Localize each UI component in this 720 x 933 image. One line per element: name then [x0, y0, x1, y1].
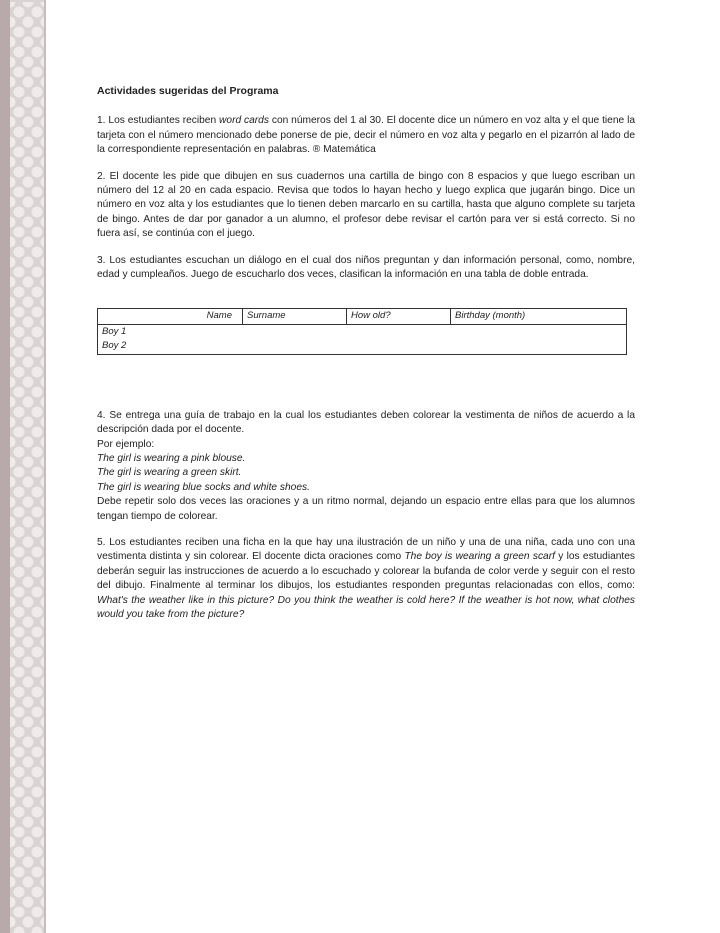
table-header-row	[98, 309, 627, 324]
notebook-binding	[0, 0, 46, 933]
activity-5-text-b: y los estudiantes deberán seguir las instrucciones de acuerdo a lo escuchado y colorear la bufanda de color verde y seguir con el resto del dibujo. Finalmente al terminar los dibujos, los estudiantes responden preguntas relacionadas con ellos, como:	[97, 551, 636, 592]
activity-4-closing: Debe repetir solo dos veces las oraciones y a un ritmo normal, dejando un espacio entre ellas para que los alumnos tengan tiempo de colorear.	[97, 496, 635, 522]
page-title: Actividades sugeridas del Programa	[97, 85, 279, 97]
table-row	[98, 324, 627, 339]
table-row	[98, 339, 627, 354]
document-body	[97, 84, 635, 634]
header-name: Name	[98, 309, 243, 324]
header-surname: Surname	[243, 309, 347, 324]
activity-2: 2. El docente les pide que dibujen en sus cuadernos una cartilla de bingo con 8 espacios y que luego escriban un número del 12 al 20 en cada espacio. Revisa que todos lo hayan hecho y luego explica que jugarán bingo. Dice un número en voz alta y los estudiantes que lo tienen deben marcarlo en su cartilla, hasta que alguno complete su tarjeta de bingo. Antes de dar por ganador a un alumno, el profesor debe revisar el cartón para ver si está correcto. Si no fuera así, se continúa con el juego.	[97, 170, 635, 240]
activity-5-italic-a: The boy is wearing a green scarf	[404, 551, 555, 563]
activity-1-italic: word cards	[219, 115, 269, 127]
table-cell	[451, 339, 627, 354]
table-cell	[243, 339, 347, 354]
table-cell	[347, 339, 451, 354]
activity-4-example-1: The girl is wearing a pink blouse.	[97, 452, 246, 464]
info-table	[97, 308, 627, 354]
info-table-wrap	[97, 308, 635, 354]
activity-4-example-label: Por ejemplo:	[97, 438, 155, 450]
header-birthday: Birthday (month)	[451, 309, 627, 324]
activity-1-text-a: 1. Los estudiantes reciben	[97, 115, 220, 127]
binding-edge	[44, 0, 46, 933]
activity-5-text-a: 5. Los estudiantes reciben una ficha en la que hay una ilustración de un niño y una de una niña, cada uno con una vestimenta distinta y sin colorear. El docente dicta oraciones como	[97, 536, 635, 563]
activity-4-intro: 4. Se entrega una guía de trabajo en la cual los estudiantes deben colorear la vestimenta de niños de acuerdo a la descripción dada por el docente.	[97, 409, 635, 436]
table-cell	[243, 324, 347, 339]
activity-5	[97, 536, 635, 622]
activity-1-text-b: con números del 1 al 30. El docente dice un número en voz alta y el que tiene la tarjeta con el número mencionado debe ponerse de pie, decir el número en voz alta y pegarlo en el pizarrón al lado de la correspondiente representación en palabras. ® Matemática	[97, 115, 636, 156]
table-cell	[451, 324, 627, 339]
activity-4-example-2: The girl is wearing a green skirt.	[97, 467, 242, 479]
row-label-boy-2: Boy 2	[102, 340, 127, 352]
activity-1	[97, 114, 635, 157]
table-cell	[347, 324, 451, 339]
activity-5-italic-b: What's the weather like in this picture? Do you think the weather is cold here? If the weather is hot now, what clothes would you take from the picture?	[97, 594, 635, 620]
row-label-boy-1: Boy 1	[102, 325, 127, 337]
activity-3: 3. Los estudiantes escuchan un diálogo en el cual dos niños preguntan y dan información personal, como, nombre, edad y cumpleaños. Juego de escucharlo dos veces, clasifican la información en una tabla de doble entrada.	[97, 254, 635, 281]
activity-4	[97, 409, 635, 524]
activity-4-example-3: The girl is wearing blue socks and white shoes.	[97, 481, 310, 493]
binding-holes	[10, 2, 46, 933]
header-how-old: How old?	[347, 309, 451, 324]
binding-strip	[0, 0, 10, 933]
